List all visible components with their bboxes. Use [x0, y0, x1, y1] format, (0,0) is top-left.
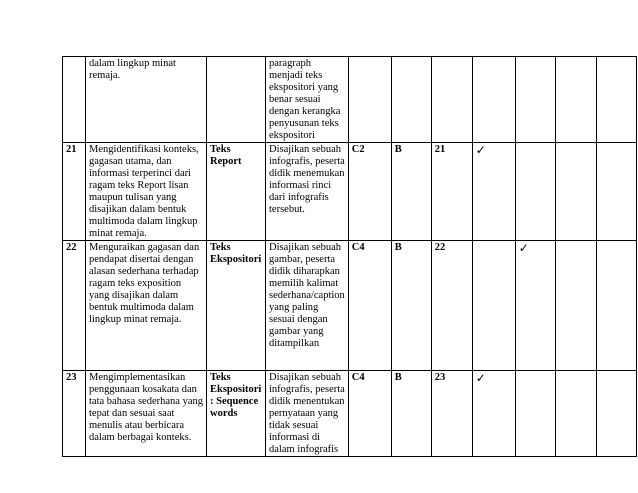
check-cell-a: ✓	[472, 371, 515, 457]
check-cell-b: ✓	[515, 241, 555, 371]
table-row	[63, 241, 637, 371]
indicator-cell: Menguraikan gagasan dan pendapat disertai dengan alasan sederhana terhadap ragam teks exposition yang disajikan dalam bentuk multimoda dalam lingkup minat remaja.	[86, 241, 207, 371]
cognitive-level-cell: C4	[348, 371, 391, 457]
row-number: 21	[63, 143, 86, 241]
answer-key-cell	[391, 57, 431, 143]
table-row	[63, 57, 637, 143]
row-number	[63, 57, 86, 143]
item-description-cell: Disajikan sebuah infografis, peserta didik menemukan informasi rinci dari infografis tersebut.	[266, 143, 349, 241]
answer-key-cell: B	[391, 241, 431, 371]
empty-cell	[596, 143, 636, 241]
table-row	[63, 143, 637, 241]
check-cell-b	[515, 57, 555, 143]
indicator-cell: Mengimplementasikan penggunaan kosakata dan tata bahasa sederhana yang tepat dan sesuai saat menulis atau berbicara dalam berbagai konteks.	[86, 371, 207, 457]
empty-cell	[555, 371, 596, 457]
check-cell-b	[515, 371, 555, 457]
item-number-cell	[431, 57, 472, 143]
material-cell: Teks Ekspositori : Sequence words	[207, 371, 266, 457]
check-cell-a: ✓	[472, 143, 515, 241]
cognitive-level-cell	[348, 57, 391, 143]
empty-cell	[596, 241, 636, 371]
material-cell: Teks Ekspositori	[207, 241, 266, 371]
indicator-cell: Mengidentifikasi konteks, gagasan utama, dan informasi terperinci dari ragam teks Report lisan maupun tulisan yang disajikan dalam bentuk multimoda dalam lingkup minat remaja.	[86, 143, 207, 241]
answer-key-cell: B	[391, 371, 431, 457]
check-cell-a	[472, 57, 515, 143]
item-description-cell: paragraph menjadi teks ekspositori yang benar sesuai dengan kerangka penyusunan teks ekspositori	[266, 57, 349, 143]
row-number: 23	[63, 371, 86, 457]
empty-cell	[596, 57, 636, 143]
material-cell: Teks Report	[207, 143, 266, 241]
empty-cell	[555, 241, 596, 371]
material-cell	[207, 57, 266, 143]
item-number-cell: 21	[431, 143, 472, 241]
answer-key-cell: B	[391, 143, 431, 241]
assessment-grid-table	[62, 56, 637, 457]
item-description-cell: Disajikan sebuah infografis, peserta didik menentukan pernyataan yang tidak sesuai informasi di dalam infografis	[266, 371, 349, 457]
item-number-cell: 22	[431, 241, 472, 371]
cognitive-level-cell: C4	[348, 241, 391, 371]
row-number: 22	[63, 241, 86, 371]
check-cell-a	[472, 241, 515, 371]
empty-cell	[596, 371, 636, 457]
table-row	[63, 371, 637, 457]
empty-cell	[555, 143, 596, 241]
cognitive-level-cell: C2	[348, 143, 391, 241]
indicator-cell: dalam lingkup minat remaja.	[86, 57, 207, 143]
item-number-cell: 23	[431, 371, 472, 457]
check-cell-b	[515, 143, 555, 241]
item-description-cell: Disajikan sebuah gambar, peserta didik diharapkan memilih kalimat sederhana/caption yang paling sesuai dengan gambar yang ditampilkan	[266, 241, 349, 371]
empty-cell	[555, 57, 596, 143]
